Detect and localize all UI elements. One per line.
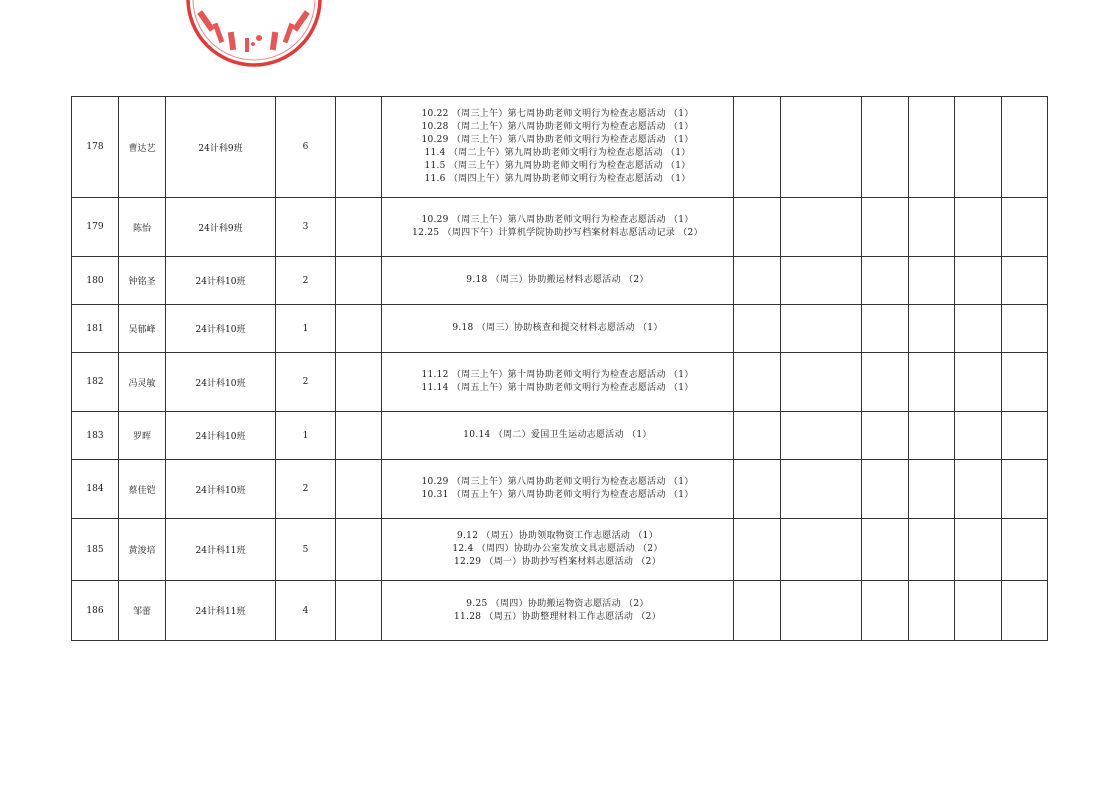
empty-cell — [336, 412, 382, 460]
empty-cell — [955, 305, 1002, 353]
student-name-cell: 蔡佳铠 — [119, 460, 166, 519]
row-number-cell: 178 — [72, 97, 119, 198]
activity-entry: 9.25 （周四）协助搬运物资志愿活动 （2） — [466, 598, 649, 609]
activity-entry: 12.4 （周四）协助办公室发放文具志愿活动 （2） — [452, 544, 663, 554]
activities-cell — [382, 412, 734, 460]
empty-cell — [862, 198, 909, 257]
activities-cell — [382, 198, 734, 257]
activity-entry: 10.28 （周二上午）第八周协助老师文明行为检查志愿活动 （1） — [421, 122, 694, 132]
empty-cell — [1002, 257, 1048, 305]
row-number-cell: 180 — [72, 257, 119, 305]
student-name-cell: 曹达艺 — [119, 97, 166, 198]
empty-cell — [336, 581, 382, 641]
empty-cell — [955, 353, 1002, 412]
activity-entry: 11.14 （周五上午）第十周协助老师文明行为检查志愿活动 （1） — [421, 383, 694, 393]
empty-cell — [862, 581, 909, 641]
class-cell: 24计科9班 — [166, 198, 276, 257]
empty-cell — [734, 257, 781, 305]
empty-cell — [781, 353, 862, 412]
activities-cell — [382, 581, 734, 641]
empty-cell — [1002, 581, 1048, 641]
empty-cell — [862, 519, 909, 581]
hours-cell: 2 — [276, 257, 336, 305]
empty-cell — [909, 412, 955, 460]
table-row — [72, 519, 1048, 581]
empty-cell — [909, 519, 955, 581]
empty-cell — [955, 412, 1002, 460]
empty-cell — [734, 412, 781, 460]
empty-cell — [862, 97, 909, 198]
table-row — [72, 198, 1048, 257]
student-name-cell: 邹蕾 — [119, 581, 166, 641]
volunteer-hours-table — [71, 96, 1048, 641]
empty-cell — [909, 198, 955, 257]
hours-cell: 5 — [276, 519, 336, 581]
table-row — [72, 581, 1048, 641]
table-row — [72, 257, 1048, 305]
empty-cell — [909, 305, 955, 353]
empty-cell — [909, 97, 955, 198]
student-name-cell: 罗晖 — [119, 412, 166, 460]
empty-cell — [909, 581, 955, 641]
activity-entry: 11.6 （周四上午）第九周协助老师文明行为检查志愿活动 （1） — [424, 174, 691, 184]
empty-cell — [862, 353, 909, 412]
class-cell: 24计科11班 — [166, 581, 276, 641]
empty-cell — [734, 460, 781, 519]
activity-entry: 11.12 （周三上午）第十周协助老师文明行为检查志愿活动 （1） — [421, 370, 694, 380]
empty-cell — [336, 97, 382, 198]
table-row — [72, 97, 1048, 198]
activity-entry: 10.14 （周二）爱国卫生运动志愿活动 （1） — [463, 430, 652, 440]
activity-entry: 10.29 （周三上午）第八周协助老师文明行为检查志愿活动 （1） — [421, 215, 694, 225]
activities-cell — [382, 519, 734, 581]
empty-cell — [909, 353, 955, 412]
empty-cell — [862, 412, 909, 460]
activity-entry: 11.5 （周三上午）第九周协助老师文明行为检查志愿活动 （1） — [424, 161, 691, 171]
activity-entry: 9.12 （周五）协助领取物资工作志愿活动 （1） — [457, 531, 658, 541]
empty-cell — [955, 460, 1002, 519]
activity-entry: 11.28 （周五）协助整理材料工作志愿活动 （2） — [453, 611, 661, 622]
row-number-cell: 186 — [72, 581, 119, 641]
empty-cell — [1002, 353, 1048, 412]
empty-cell — [781, 581, 862, 641]
activities-cell — [382, 97, 734, 198]
empty-cell — [955, 257, 1002, 305]
hours-cell: 4 — [276, 581, 336, 641]
empty-cell — [862, 257, 909, 305]
hours-cell: 1 — [276, 412, 336, 460]
class-cell: 24计科10班 — [166, 305, 276, 353]
activities-cell — [382, 257, 734, 305]
class-cell: 24计科11班 — [166, 519, 276, 581]
empty-cell — [955, 198, 1002, 257]
class-cell: 24计科10班 — [166, 353, 276, 412]
empty-cell — [734, 519, 781, 581]
activities-cell — [382, 353, 734, 412]
empty-cell — [1002, 460, 1048, 519]
activity-entry: 9.18 （周三）协助搬运材料志愿活动 （2） — [466, 275, 649, 285]
empty-cell — [1002, 198, 1048, 257]
empty-cell — [734, 305, 781, 353]
row-number-cell: 184 — [72, 460, 119, 519]
student-name-cell: 吴郁峰 — [119, 305, 166, 353]
student-name-cell: 钟铭圣 — [119, 257, 166, 305]
empty-cell — [1002, 97, 1048, 198]
class-cell: 24计科10班 — [166, 460, 276, 519]
empty-cell — [781, 257, 862, 305]
empty-cell — [1002, 412, 1048, 460]
activity-entry: 12.29 （周一）协助抄写档案材料志愿活动 （2） — [453, 557, 661, 567]
empty-cell — [734, 97, 781, 198]
activity-entry: 9.18 （周三）协助核查和提交材料志愿活动 （1） — [452, 323, 663, 333]
empty-cell — [336, 257, 382, 305]
student-name-cell: 冯灵敏 — [119, 353, 166, 412]
hours-cell: 1 — [276, 305, 336, 353]
empty-cell — [336, 305, 382, 353]
empty-cell — [909, 460, 955, 519]
table-row — [72, 412, 1048, 460]
empty-cell — [336, 519, 382, 581]
hours-cell: 6 — [276, 97, 336, 198]
empty-cell — [336, 353, 382, 412]
empty-cell — [862, 460, 909, 519]
hours-cell: 2 — [276, 353, 336, 412]
class-cell: 24计科10班 — [166, 257, 276, 305]
activities-cell — [382, 460, 734, 519]
empty-cell — [862, 305, 909, 353]
hours-cell: 3 — [276, 198, 336, 257]
empty-cell — [1002, 519, 1048, 581]
table-row — [72, 460, 1048, 519]
table-row — [72, 353, 1048, 412]
empty-cell — [781, 412, 862, 460]
empty-cell — [781, 97, 862, 198]
row-number-cell: 185 — [72, 519, 119, 581]
row-number-cell: 183 — [72, 412, 119, 460]
class-cell: 24计科9班 — [166, 97, 276, 198]
empty-cell — [955, 97, 1002, 198]
empty-cell — [1002, 305, 1048, 353]
empty-cell — [734, 353, 781, 412]
activity-entry: 10.22 （周三上午）第七周协助老师文明行为检查志愿活动 （1） — [421, 109, 694, 119]
empty-cell — [781, 198, 862, 257]
row-number-cell: 182 — [72, 353, 119, 412]
activity-entry: 10.29 （周三上午）第八周协助老师文明行为检查志愿活动 （1） — [421, 477, 694, 487]
empty-cell — [955, 581, 1002, 641]
empty-cell — [336, 198, 382, 257]
empty-cell — [781, 460, 862, 519]
student-name-cell: 黄浚培 — [119, 519, 166, 581]
activity-entry: 12.25 （周四下午）计算机学院协助抄写档案材料志愿活动记录 （2） — [412, 228, 703, 238]
empty-cell — [734, 198, 781, 257]
empty-cell — [734, 581, 781, 641]
activities-cell — [382, 305, 734, 353]
table-row — [72, 305, 1048, 353]
empty-cell — [781, 305, 862, 353]
student-name-cell: 陈怡 — [119, 198, 166, 257]
empty-cell — [336, 460, 382, 519]
row-number-cell: 181 — [72, 305, 119, 353]
empty-cell — [909, 257, 955, 305]
empty-cell — [781, 519, 862, 581]
activity-entry: 11.4 （周二上午）第九周协助老师文明行为检查志愿活动 （1） — [424, 148, 691, 158]
official-seal-stamp — [183, 0, 325, 70]
activity-entry: 10.29 （周三上午）第八周协助老师文明行为检查志愿活动 （1） — [421, 135, 694, 145]
row-number-cell: 179 — [72, 198, 119, 257]
hours-cell: 2 — [276, 460, 336, 519]
class-cell: 24计科10班 — [166, 412, 276, 460]
activity-entry: 10.31 （周五上午）第八周协助老师文明行为检查志愿活动 （1） — [421, 490, 694, 500]
empty-cell — [955, 519, 1002, 581]
